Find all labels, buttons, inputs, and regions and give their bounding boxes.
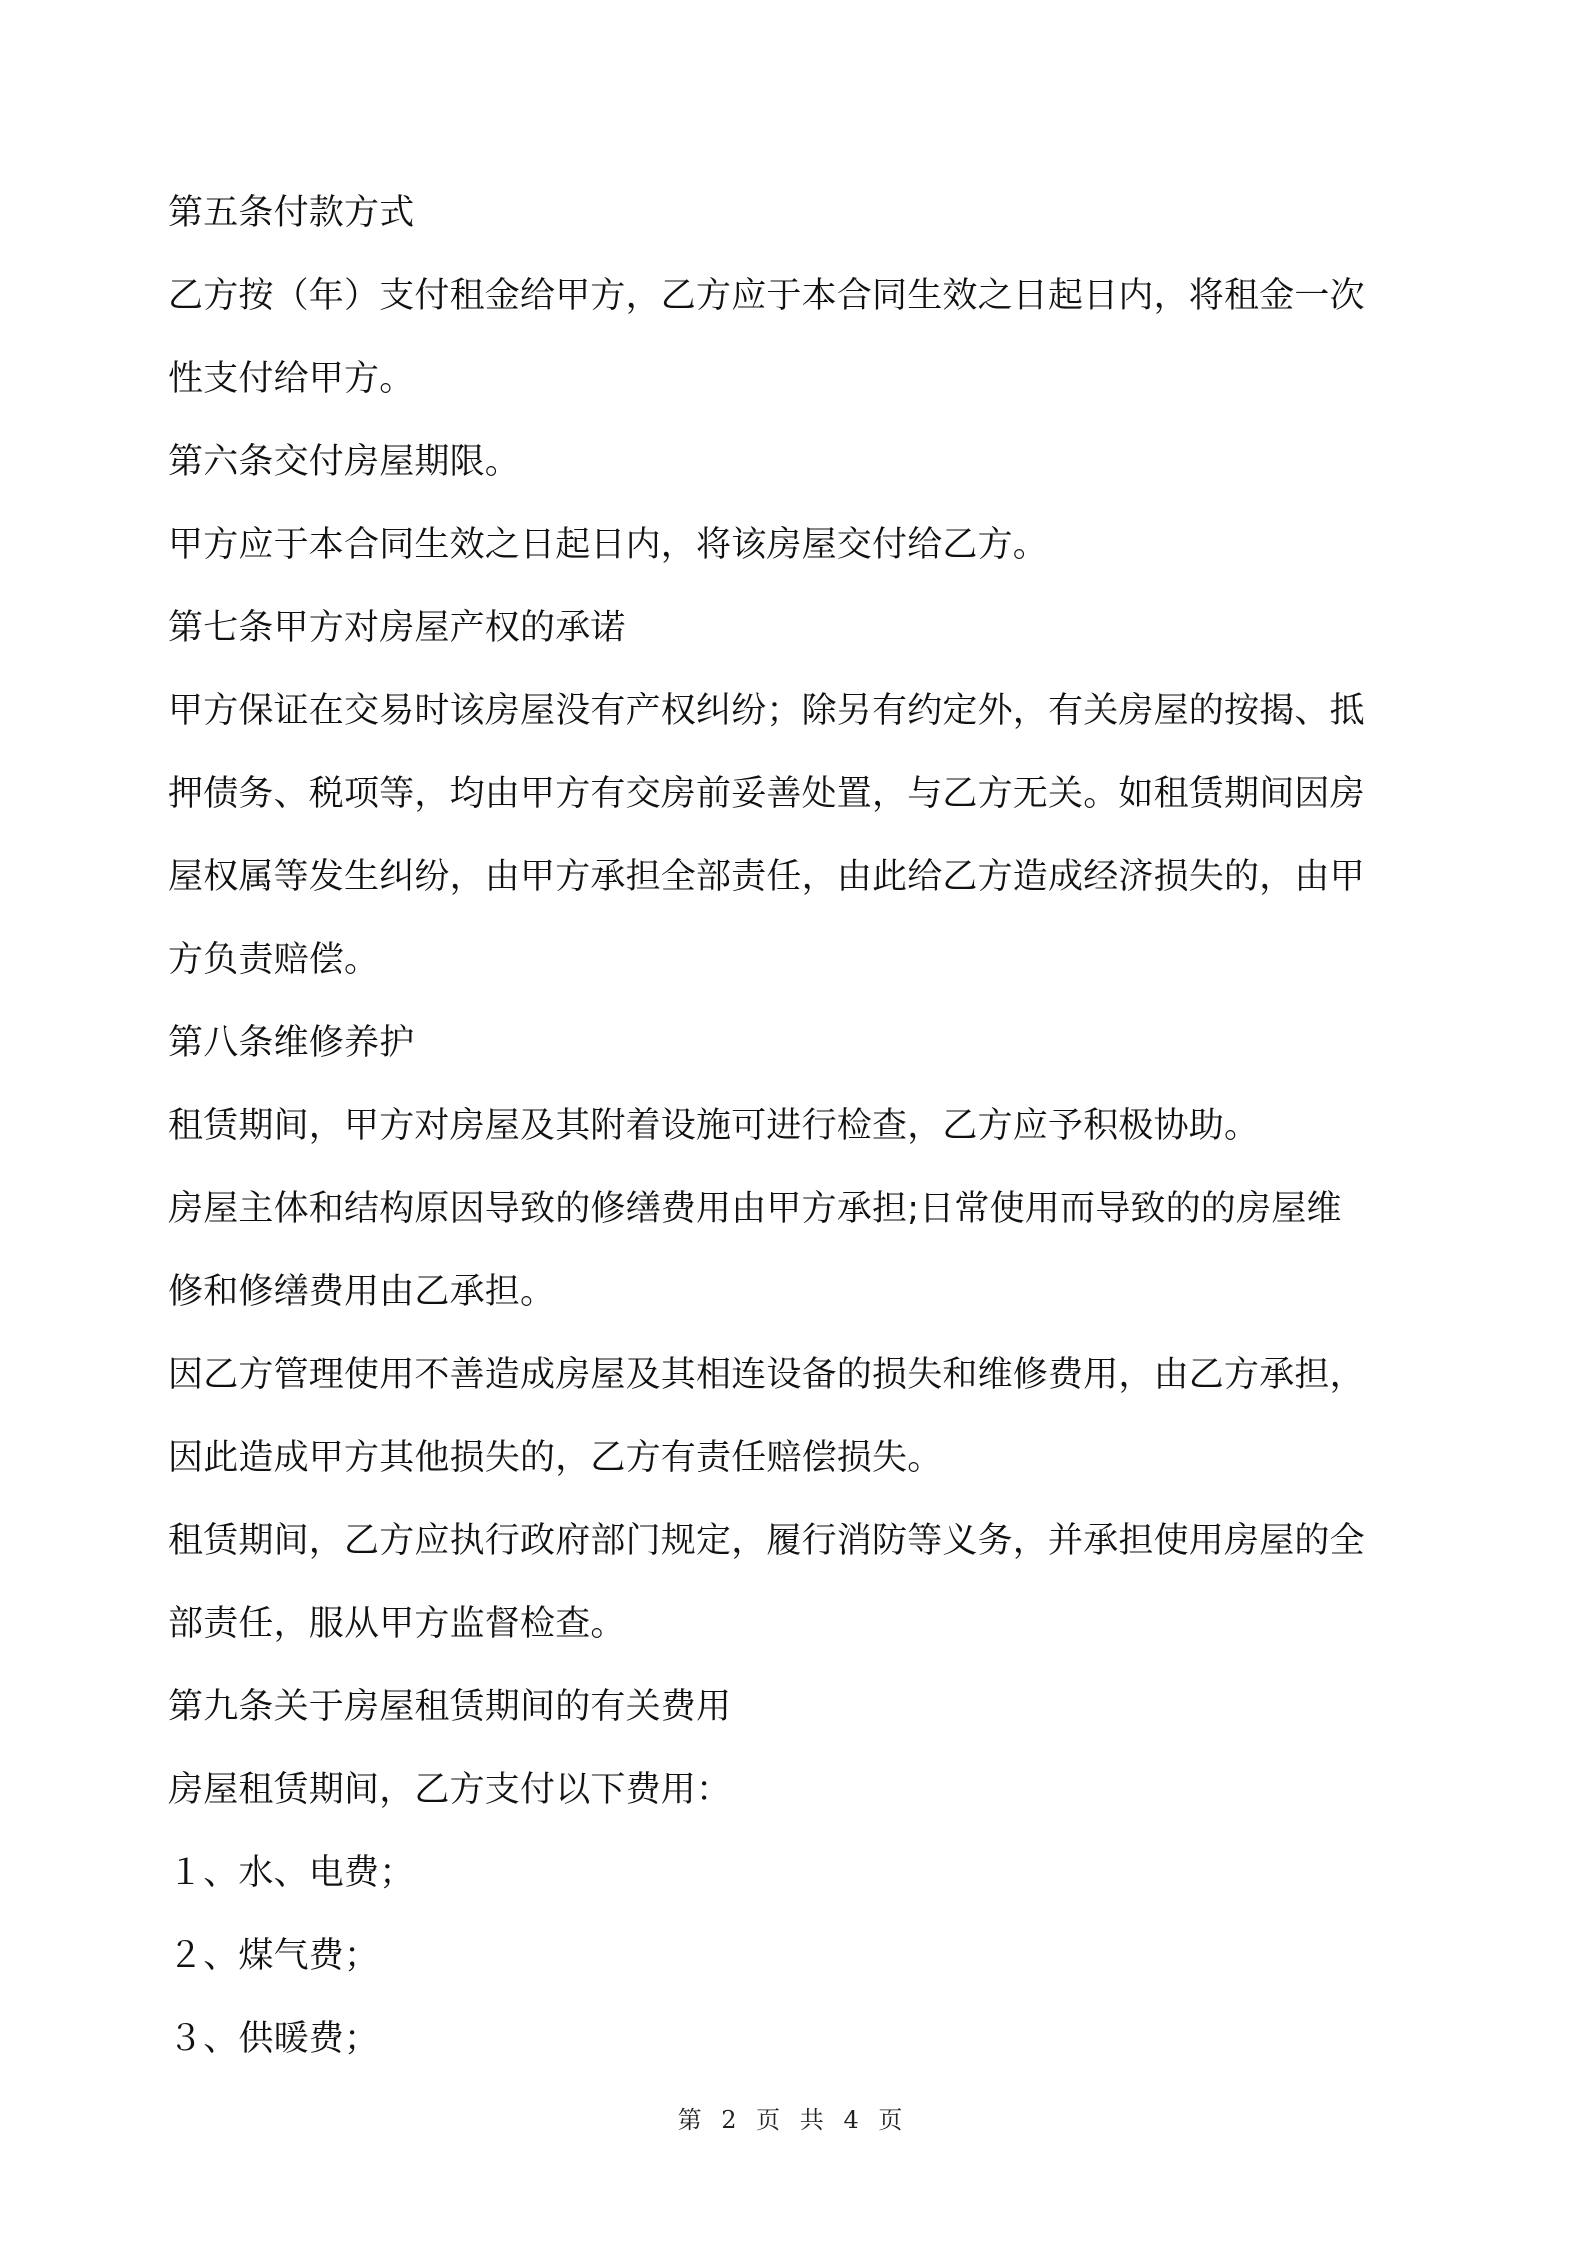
section-heading-article-7: 第七条甲方对房屋产权的承诺 — [168, 608, 626, 648]
paragraph-line: 性支付给甲方。 — [168, 359, 415, 399]
document-body — [168, 172, 1433, 2081]
page-number-footer: 第 2 页 共 4 页 — [677, 2106, 909, 2134]
paragraph-line: 屋权属等发生纠纷，由甲方承担全部责任，由此给乙方造成经济损失的，由甲 — [168, 857, 1365, 897]
paragraph-line: 押债务、税项等，均由甲方有交房前妥善处置，与乙方无关。如租赁期间因房 — [168, 774, 1365, 814]
paragraph-line: 方负责赔偿。 — [168, 940, 380, 980]
paragraph-line: 甲方保证在交易时该房屋没有产权纠纷；除另有约定外，有关房屋的按揭、抵 — [168, 691, 1365, 731]
section-heading-article-9: 第九条关于房屋租赁期间的有关费用 — [168, 1687, 732, 1727]
section-heading-article-6: 第六条交付房屋期限。 — [168, 442, 521, 482]
paragraph-line: 租赁期间，乙方应执行政府部门规定，履行消防等义务，并承担使用房屋的全 — [168, 1521, 1365, 1561]
paragraph-line: 修和修缮费用由乙承担。 — [168, 1272, 556, 1312]
paragraph-line: 租赁期间，甲方对房屋及其附着设施可进行检查，乙方应予积极协助。 — [168, 1106, 1260, 1146]
section-heading-article-5: 第五条付款方式 — [168, 193, 415, 233]
list-item: １、水、电费； — [168, 1853, 415, 1893]
paragraph-line: 因乙方管理使用不善造成房屋及其相连设备的损失和维修费用，由乙方承担， — [168, 1355, 1365, 1395]
paragraph-line: 乙方按（年）支付租金给甲方，乙方应于本合同生效之日起日内，将租金一次 — [168, 276, 1365, 316]
paragraph-line: 甲方应于本合同生效之日起日内，将该房屋交付给乙方。 — [168, 525, 1049, 565]
paragraph-line: 房屋租赁期间，乙方支付以下费用： — [168, 1770, 732, 1810]
section-heading-article-8: 第八条维修养护 — [168, 1023, 415, 1063]
paragraph-line: 房屋主体和结构原因导致的修缮费用由甲方承担;日常使用而导致的的房屋维 — [168, 1189, 1342, 1229]
paragraph-line: 因此造成甲方其他损失的，乙方有责任赔偿损失。 — [168, 1438, 943, 1478]
list-item: ３、供暖费； — [168, 2019, 380, 2059]
paragraph-line: 部责任，服从甲方监督检查。 — [168, 1604, 626, 1644]
list-item: ２、煤气费； — [168, 1936, 380, 1976]
